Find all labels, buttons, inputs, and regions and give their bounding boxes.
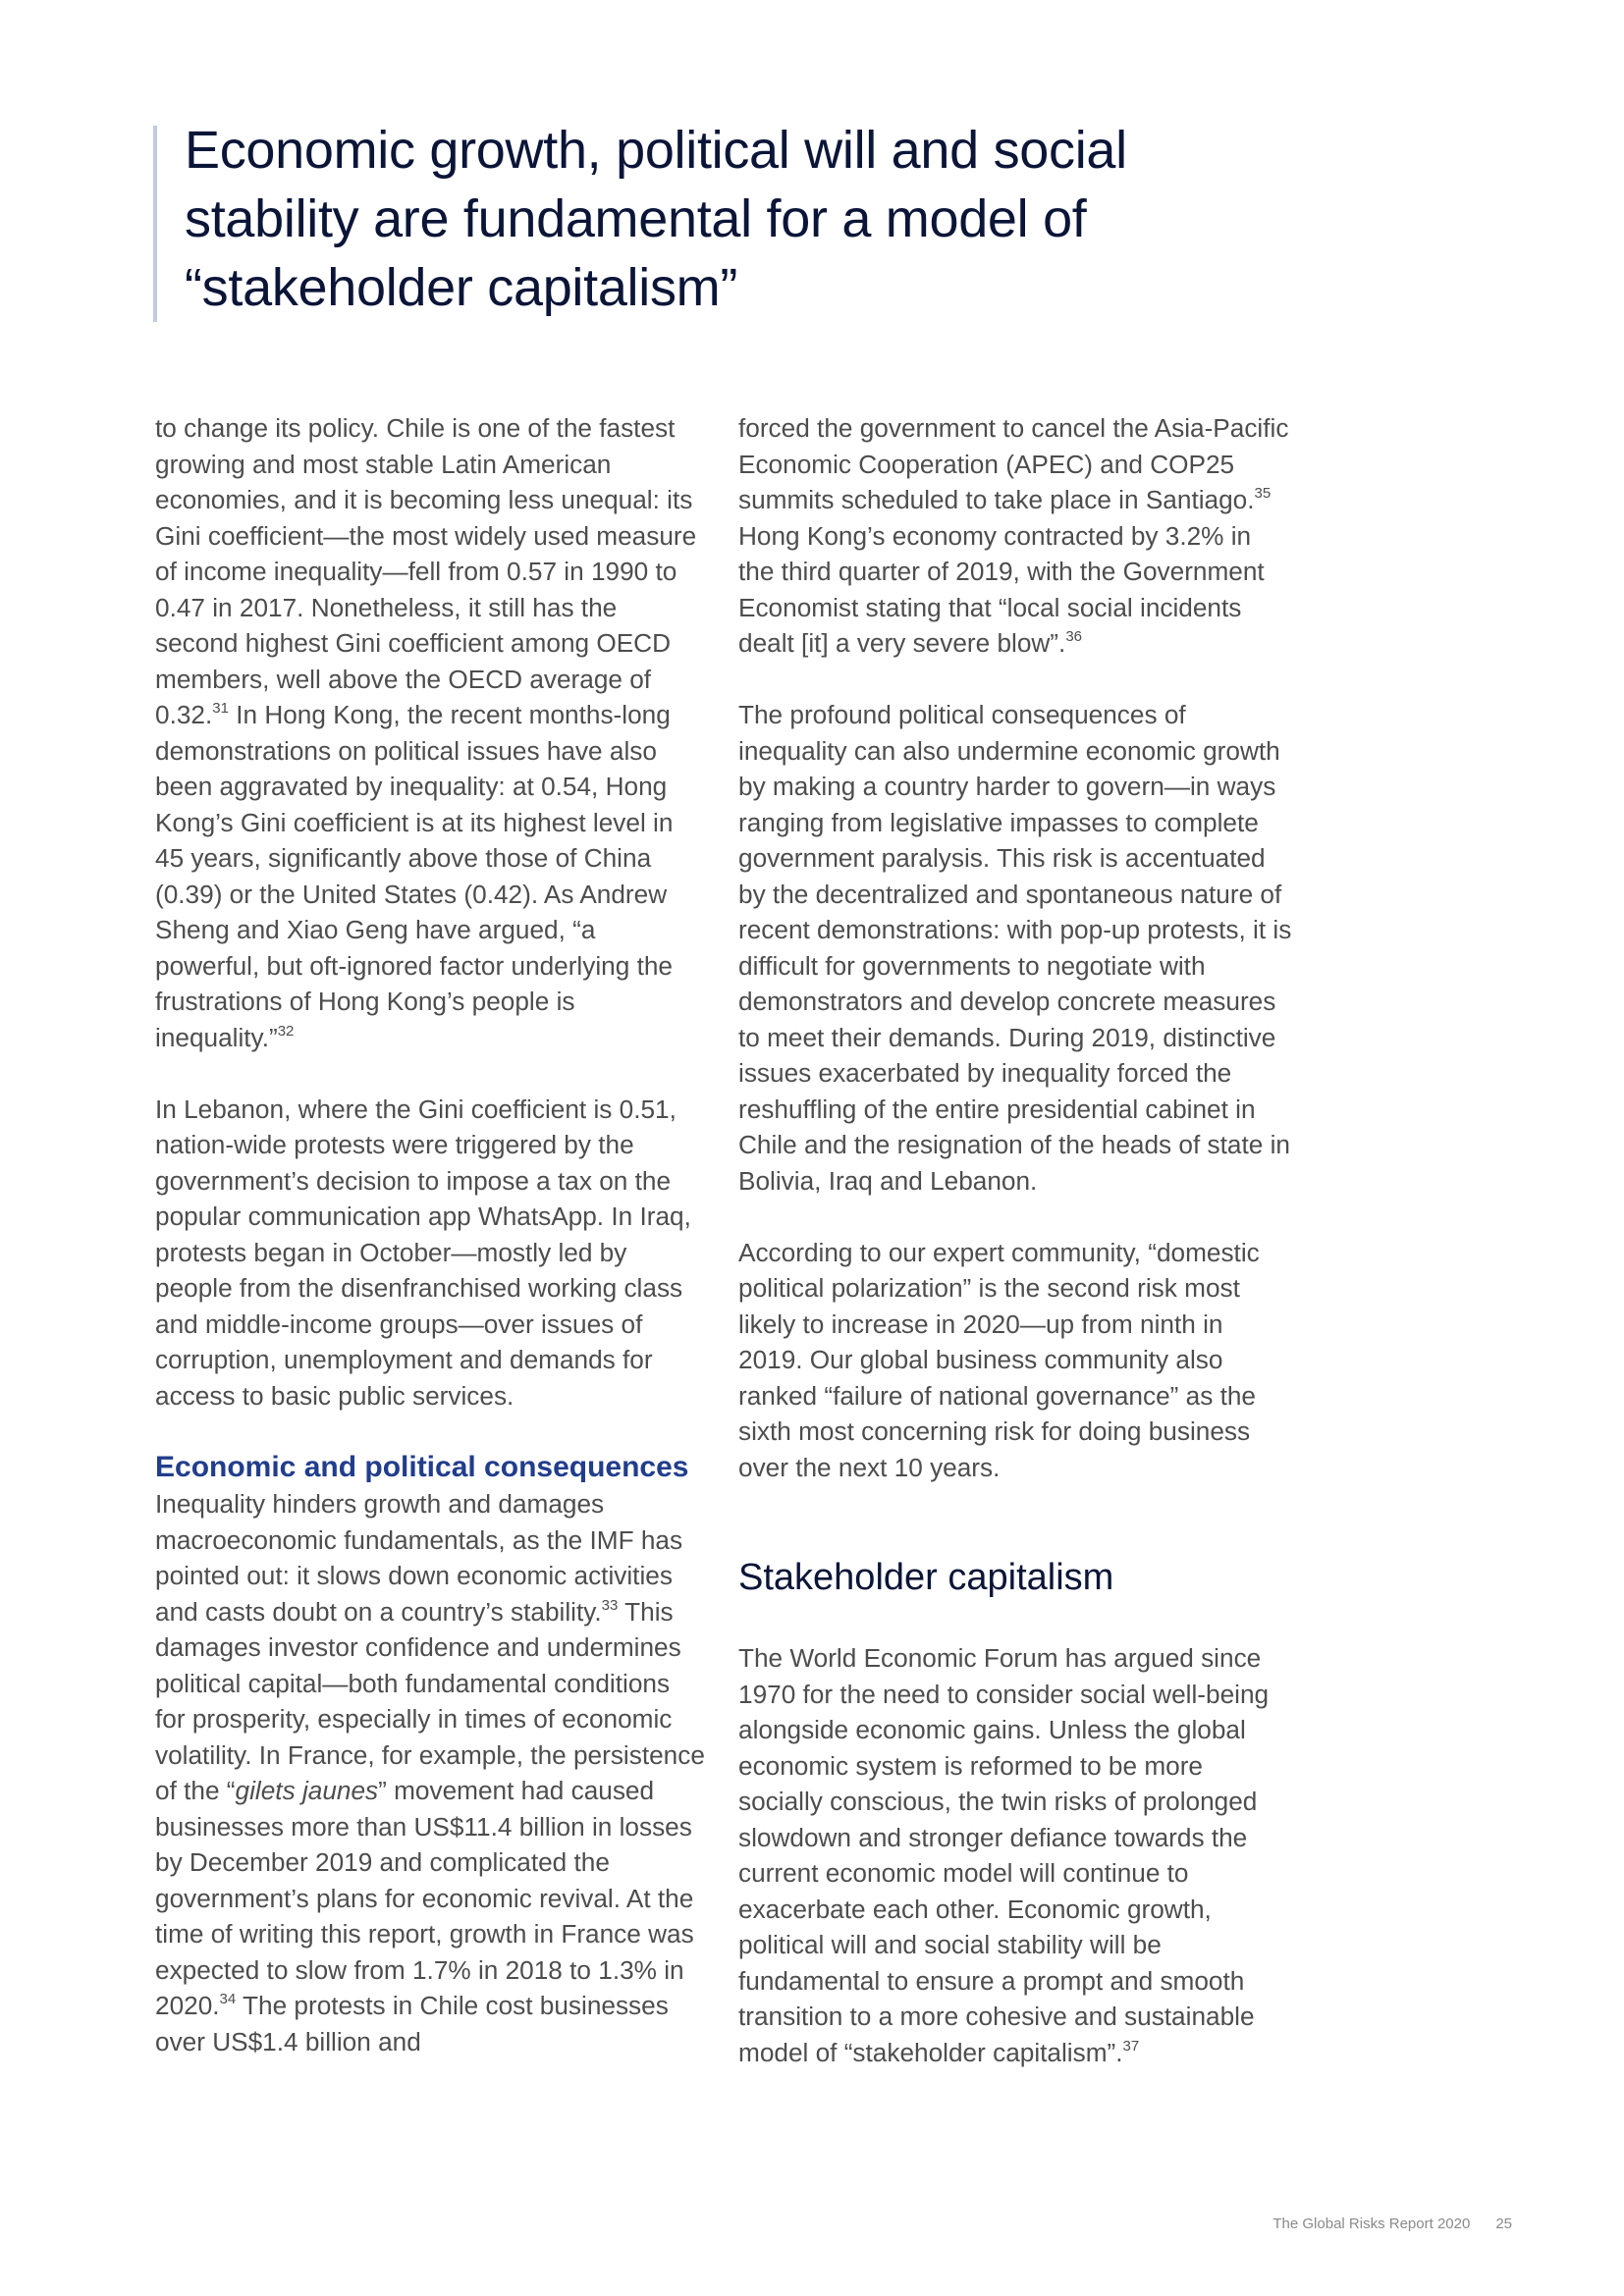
pullquote-line: Economic growth, political will and social xyxy=(185,121,1127,180)
text-run: to change its policy. Chile is one of the fastest growing and most stable Latin American economies, and it is becoming less unequal: its Gini coefficient—the most widely used measure of income inequality—fell from 0.57 in 1990 to 0.47 in 2017. Nonetheless, it still has the second highest Gini coefficient among OECD members, well above the OECD average of 0.32. xyxy=(155,413,697,729)
footnote-ref: 37 xyxy=(1122,2037,1140,2055)
footnote-ref: 33 xyxy=(601,1596,619,1614)
text-run: forced the government to cancel the Asia-Pacific Economic Cooperation (APEC) and COP25 summits scheduled to take place in Santiago. xyxy=(738,413,1289,514)
footnote-ref: 34 xyxy=(219,1991,237,2008)
paragraph xyxy=(738,410,1293,662)
paragraph xyxy=(155,1486,705,2059)
pullquote-line: “stakeholder capitalism” xyxy=(185,258,738,317)
page-number: 25 xyxy=(1495,2216,1512,2232)
right-column xyxy=(738,410,1293,2070)
footnote-ref: 32 xyxy=(277,1022,295,1040)
text-run: ” movement had caused businesses more than US$11.4 billion in losses by December 2019 and complicated the government’s plans for economic revival. At the time of writing this report, growth in France was expected to slow from 1.7% in 2018 to 1.3% in 2020. xyxy=(155,1776,694,2020)
text-run: This damages investor confidence and undermines political capital—both fundamental conditions for prosperity, especially in times of economic volatility. In France, for example, the persistence of the “ xyxy=(155,1596,705,1805)
report-title: The Global Risks Report 2020 xyxy=(1272,2216,1471,2232)
pullquote-accent-bar xyxy=(153,126,157,322)
pullquote xyxy=(185,116,1265,322)
italic-text: gilets jaunes xyxy=(235,1776,379,1805)
subheading: Economic and political consequences xyxy=(155,1451,689,1483)
section-title: Stakeholder capitalism xyxy=(738,1557,1114,1598)
left-column xyxy=(155,410,705,2059)
footnote-ref: 35 xyxy=(1254,485,1272,503)
text-run: In Hong Kong, the recent months-long demonstrations on political issues have also been aggravated by inequality: at 0.54, Hong Kong’s Gini coefficient is at its highest level in 45 years, significantly above those of China (0.39) or the United States (0.42). As Andrew Sheng and Xiao Geng have argued, “a powerful, but oft-ignored factor underlying the frustrations of Hong Kong’s people is inequality.” xyxy=(155,700,674,1052)
text-run: Hong Kong’s economy contracted by 3.2% in the third quarter of 2019, with the Government Economist stating that “local social incidents dealt [it] a very severe blow”. xyxy=(738,520,1265,658)
paragraph xyxy=(738,1640,1293,2070)
paragraph: In Lebanon, where the Gini coefficient is 0.51, nation-wide protests were triggered by the government’s decision to impose a tax on the popular communication app WhatsApp. In Iraq, protests began in October—mostly led by people from the disenfranchised working class and middle-income groups—over issues of corruption, unemployment and demands for access to basic public services. xyxy=(155,1094,691,1411)
footnote-ref: 36 xyxy=(1065,628,1082,646)
paragraph: The profound political consequences of inequality can also undermine economic growth by making a country harder to govern—in ways ranging from legislative impasses to complete government paralysis. This risk is accentuated by the decentralized and spontaneous nature of recent demonstrations: with pop-up protests, it is difficult for governments to negotiate with demonstrators and develop concrete measures to meet their demands. During 2019, distinctive issues exacerbated by inequality forced the reshuffling of the entire presidential cabinet in Chile and the resignation of the heads of state in Bolivia, Iraq and Lebanon. xyxy=(738,700,1292,1196)
paragraph: According to our expert community, “domestic political polarization” is the second risk most likely to increase in 2020—up from ninth in 2019. Our global business community also ranked “failure of national governance” as the sixth most concerning risk for doing business over the next 10 years. xyxy=(738,1237,1260,1482)
footnote-ref: 31 xyxy=(212,700,229,718)
paragraph xyxy=(155,410,705,1055)
page-footer xyxy=(1100,2215,1512,2234)
text-run: Inequality hinders growth and damages macroeconomic fundamentals, as the IMF has pointed out: it slows down economic activities and casts doubt on a country’s stability. xyxy=(155,1489,683,1627)
text-run: The protests in Chile cost businesses over US$1.4 billion and xyxy=(155,1991,669,2056)
pullquote-line: stability are fundamental for a model of xyxy=(185,189,1087,248)
text-run: The World Economic Forum has argued since 1970 for the need to consider social well-being alongside economic gains. Unless the global economic system is reformed to be more socially conscious, the twin risks of prolonged slowdown and stronger defiance towards the current economic model will continue to exacerbate each other. Economic growth, political will and social stability will be fundamental to ensure a prompt and smooth transition to a more cohesive and sustainable model of “stakeholder capitalism”. xyxy=(738,1643,1270,2067)
